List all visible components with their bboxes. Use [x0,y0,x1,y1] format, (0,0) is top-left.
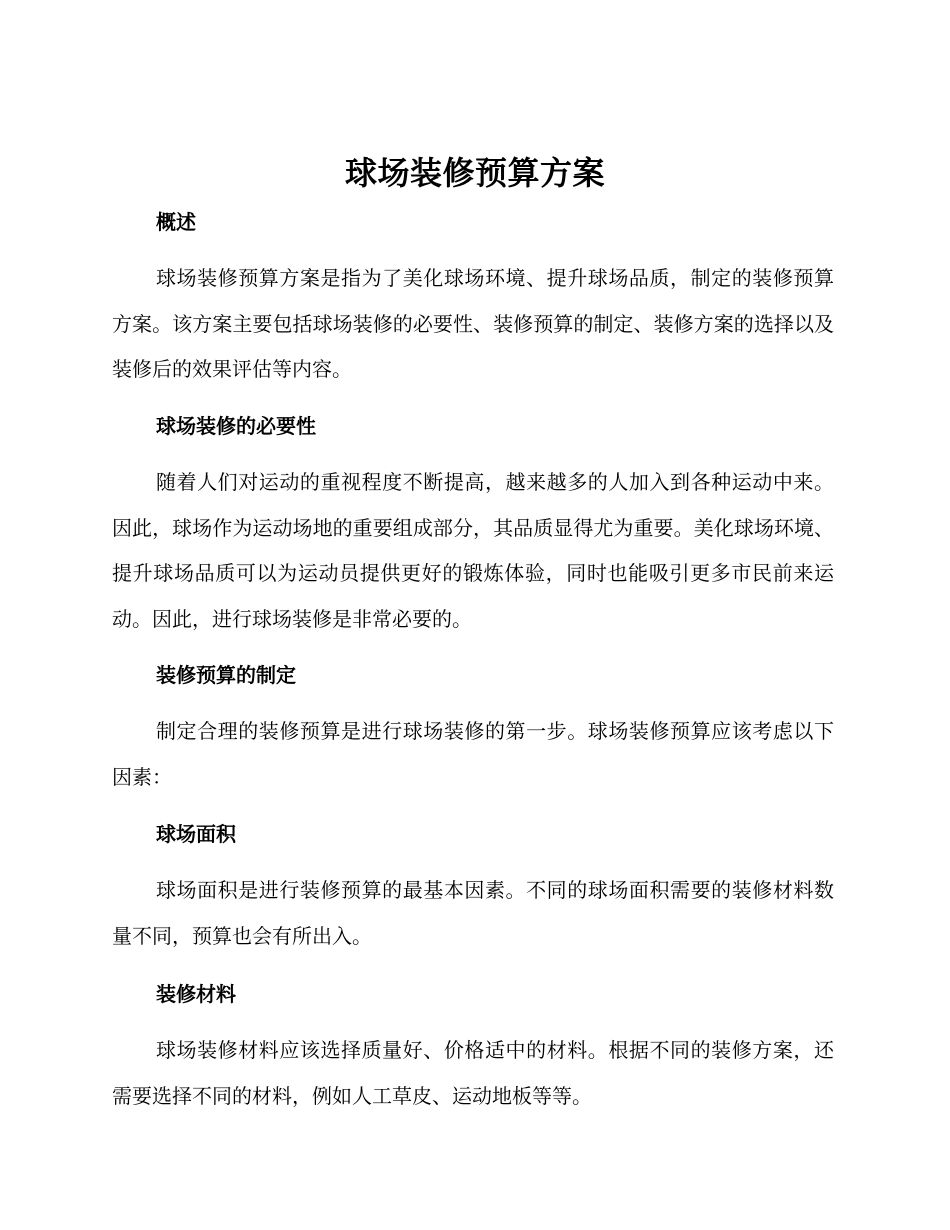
section-heading-necessity: 球场装修的必要性 [156,414,316,438]
document-title: 球场装修预算方案 [344,154,605,192]
section-paragraph-necessity: 随着人们对运动的重视程度不断提高，越来越多的人加入到各种运动中来。因此，球场作为运动场地的重要组成部分，其品质显得尤为重要。美化球场环境、提升球场品质可以为运动员提供更好的锻炼体验，同时也能吸引更多市民前来运动。因此，进行球场装修是非常必要的。 [112,470,834,631]
section-paragraph-materials: 球场装修材料应该选择质量好、价格适中的材料。根据不同的装修方案，还需要选择不同的材料，例如人工草皮、运动地板等等。 [112,1038,834,1108]
section-heading-overview: 概述 [156,210,196,234]
section-paragraph-overview: 球场装修预算方案是指为了美化球场环境、提升球场品质，制定的装修预算方案。该方案主要包括球场装修的必要性、装修预算的制定、装修方案的选择以及装修后的效果评估等内容。 [112,266,834,381]
section-paragraph-court-area: 球场面积是进行装修预算的最基本因素。不同的球场面积需要的装修材料数量不同，预算也会有所出入。 [112,878,834,948]
section-paragraph-budget: 制定合理的装修预算是进行球场装修的第一步。球场装修预算应该考虑以下因素： [112,719,834,789]
section-heading-court-area: 球场面积 [156,822,236,846]
section-heading-budget: 装修预算的制定 [156,663,296,687]
section-heading-materials: 装修材料 [156,982,236,1006]
